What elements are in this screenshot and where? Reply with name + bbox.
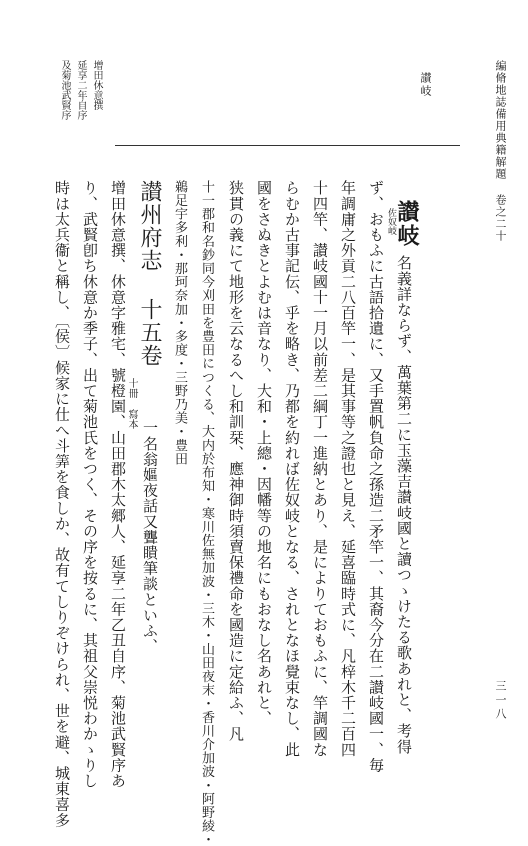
book-line: 增田休意撰、休意字雅宅、號橙園、山田郡木太郷人、延享二年乙丑自序、菊池武賢序あ [109,180,127,789]
book-note: 十冊 寫本 [126,378,137,429]
running-head: 編脩地誌備用典籍解題 卷之二十 [494,60,507,242]
margin-note-line: 延享二年自序 [75,60,86,120]
intro-line: 十四竿、讃岐國十一月以前差二綱丁一進納とあり、是によりておもふに、竿調國な [311,180,329,758]
book-line: り、武賢卽ち休意か季子、出て菊池氏をつく、その序を按るに、其祖父崇悦わかゝりし [81,180,99,789]
province-heading-ruby: 佐奴岐 [386,208,396,235]
intro-line: 名義詳ならず、萬葉第二に玉藻吉讃岐國と讀つゝけたる歌あれと、考得 [395,255,413,755]
province-heading: 讃岐 [394,200,420,248]
page-number: 三一八 [494,680,507,722]
intro-line: 狭貫の義にて地形を云なるへし和訓栞、應神御時須賣保禮命を國造に定給ふ、凡 [227,180,245,742]
margin-note-line: 及菊池武賢序 [59,60,70,120]
intro-line: 年調庸之外貢二八百竿一、是其事等之證也と見え、延喜臨時式に、凡梓木千二百四 [339,180,357,758]
intro-line: 國をさぬきとよむは音なり、大和・上總・因幡等の地名にもおなし名あれと、 [255,180,273,726]
book-line: 一名翁嫗夜話又聾瞶筆談といふ、 [141,420,159,654]
intro-line: 鵜足宇多利・那珂奈加・多度・三野乃美・豊田 [172,180,187,466]
header-rule [115,145,460,146]
margin-note-line: 增田休意撰 [91,60,102,110]
book-line: 時は太兵衞と稱し、〔侯〕候家に仕へ斗筭を食しか、故有てしりぞけられ、世を避、城東喜多 [53,180,71,828]
book-title: 讃州府志 十五卷 [137,180,162,367]
margin-note [20,58,105,143]
section-label: 讃岐 [419,72,432,98]
intro-line: 十一郡和名鈔同今刈田を豊田につくる、大内於布知・寒川佐無加波・三木・山田夜末・香川介加波・阿野綾・ [199,180,214,846]
intro-line: らむか古事記伝、乎を略き、乃都を約れば佐奴岐となる、されとなほ覺束なし、此 [283,180,301,758]
intro-line: ず、おもふに古語拾遺に、又手置帆負命之孫造二矛竿一、其裔今分在二讃岐國一、毎 [367,180,385,773]
